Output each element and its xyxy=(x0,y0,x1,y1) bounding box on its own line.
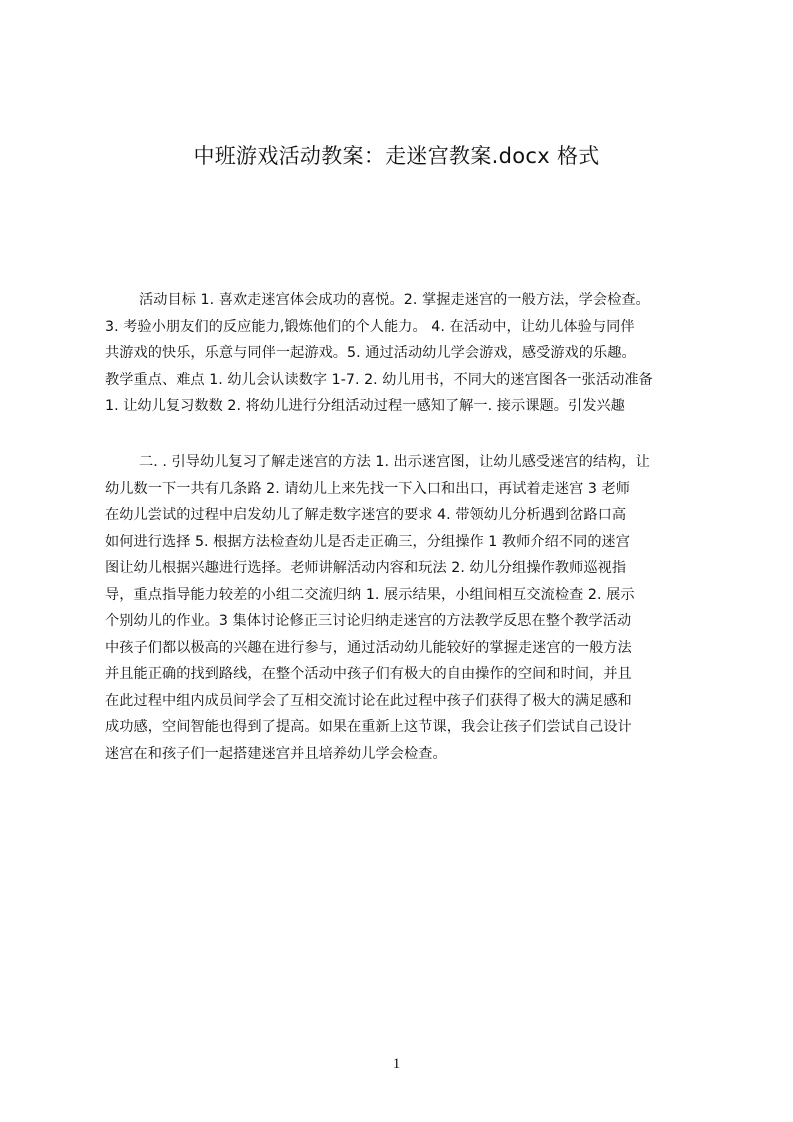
paragraph-line: 在此过程中组内成员间学会了互相交流讨论在此过程中孩子们获得了极大的满足感和 xyxy=(105,692,632,709)
paragraph-line: 如何进行选择 5. 根据方法检查幼儿是否走正确三，分组操作 1 教师介绍不同的迷宫 xyxy=(105,533,631,550)
paragraph-line: 并且能正确的找到路线，在整个活动中孩子们有极大的自由操作的空间和时间，并且 xyxy=(105,666,632,682)
paragraph-line: 成功感，空间智能也得到了提高。如果在重新上这节课，我会让孩子们尝试自己设计 xyxy=(105,719,632,735)
paragraph-line: 在幼儿尝试的过程中启发幼儿了解走数字迷宫的要求 4. 带领幼儿分析遇到岔路口高 xyxy=(105,507,627,523)
paragraph-line: 3. 考验小朋友们的反应能力,锻炼他们的个人能力。 4. 在活动中，让幼儿体验与同伴 xyxy=(105,318,635,335)
paragraph-objectives xyxy=(105,287,697,420)
paragraph-line: 活动目标 1. 喜欢走迷宫体会成功的喜悦。2. 掌握走迷宫的一般方法，学会检查。 xyxy=(139,292,650,308)
paragraph-process xyxy=(105,449,697,767)
paragraph-line: 教学重点、难点 1. 幼儿会认读数字 1-7. 2. 幼儿用书，不同大的迷宫图各一张活动准备 xyxy=(105,371,653,388)
paragraph-line: 中孩子们都以极高的兴趣在进行参与，通过活动幼儿能较好的掌握走迷宫的一般方法 xyxy=(105,639,632,656)
paragraph-line: 1. 让幼儿复习数数 2. 将幼儿进行分组活动过程一感知了解一. 接示课题。引发兴趣 xyxy=(105,398,625,414)
page-number: 1 xyxy=(392,1056,401,1072)
paragraph-line: 导，重点指导能力较差的小组二交流归纳 1. 展示结果，小组间相互交流检查 2. 展示 xyxy=(105,586,635,603)
paragraph-line: 图让幼儿根据兴趣进行选择。老师讲解活动内容和玩法 2. 幼儿分组操作教师巡视指 xyxy=(105,560,627,576)
paragraph-line: 迷宫在和孩子们一起搭建迷宫并且培养幼儿学会检查。 xyxy=(105,745,447,762)
paragraph-line: 个别幼儿的作业。3 集体讨论修正三讨论归纳走迷宫的方法教学反思在整个教学活动 xyxy=(105,613,632,629)
paragraph-line: 二. . 引导幼儿复习了解走迷宫的方法 1. 出示迷宫图，让幼儿感受迷宫的结构，让 xyxy=(139,454,650,470)
document-title: 中班游戏活动教案：走迷宫教案.docx 格式 xyxy=(193,144,600,168)
paragraph-line: 共游戏的快乐，乐意与同伴一起游戏。5. 通过活动幼儿学会游戏，感受游戏的乐趣。 xyxy=(105,345,636,361)
paragraph-line: 幼儿数一下一共有几条路 2. 请幼儿上来先找一下入口和出口，再试着走迷宫 3 老师 xyxy=(105,480,631,497)
